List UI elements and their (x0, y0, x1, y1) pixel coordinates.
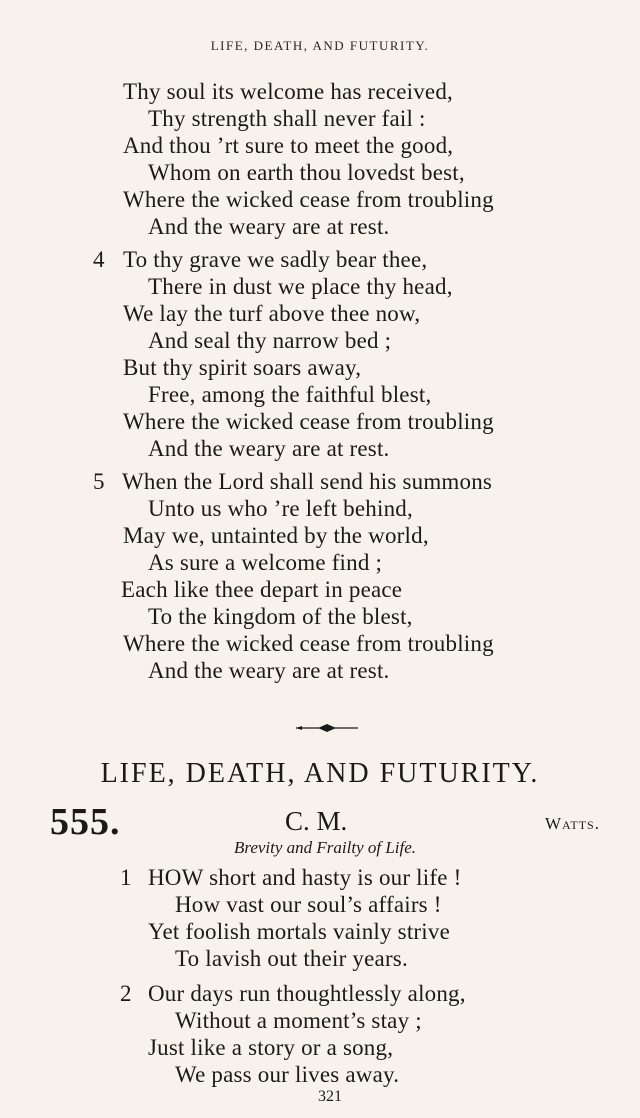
verse-line: Yet foolish mortals vainly strive (148, 919, 450, 944)
verse-line: HOW short and hasty is our life ! (148, 865, 462, 890)
verse-line: We lay the turf above thee now, (123, 301, 421, 326)
verse-line: Unto us who ’re left behind, (148, 496, 413, 521)
verse-line: As sure a welcome find ; (148, 550, 383, 575)
stanza-number: 2 (120, 981, 132, 1006)
verse-line: How vast our soul’s affairs ! (175, 892, 442, 917)
verse-line: Thy strength shall never fail : (148, 106, 426, 131)
verse-line: And thou ’rt sure to meet the good, (123, 133, 454, 158)
stanza-number: 4 (93, 247, 105, 272)
verse-line: To thy grave we sadly bear thee, (123, 247, 428, 272)
hymn-meter: C. M. (285, 806, 348, 836)
stanza-number: 5 (93, 469, 105, 494)
section-title: LIFE, DEATH, AND FUTURITY. (100, 758, 540, 789)
verse-line: When the Lord shall send his summons (122, 469, 493, 494)
verse-line: Our days run thoughtlessly along, (148, 981, 466, 1006)
verse-line: To the kingdom of the blest, (148, 604, 413, 629)
verse-line: May we, untainted by the world, (123, 523, 429, 548)
verse-line: And the weary are at rest. (148, 214, 390, 239)
running-header: LIFE, DEATH, AND FUTURITY. (210, 38, 430, 53)
stanza-number: 1 (120, 865, 132, 890)
verse-line: There in dust we place thy head, (148, 274, 453, 299)
verse-line: But thy spirit soars away, (123, 355, 362, 380)
verse-line: Thy soul its welcome has received, (123, 79, 453, 104)
ornament-divider (296, 722, 358, 734)
verse-line: And the weary are at rest. (148, 658, 390, 683)
verse-line: Whom on earth thou lovedst best, (148, 160, 465, 185)
verse-line: Where the wicked cease from troubling (123, 187, 494, 212)
verse-line: We pass our lives away. (175, 1062, 400, 1087)
verse-line: Each like thee depart in peace (121, 577, 403, 602)
verse-line: Where the wicked cease from troubling (123, 631, 494, 656)
verse-line: Where the wicked cease from troubling (123, 409, 494, 434)
verse-line: Without a moment’s stay ; (175, 1008, 422, 1033)
verse-line: Just like a story or a song, (148, 1035, 394, 1060)
page-number: 321 (318, 1088, 342, 1105)
verse-line: And the weary are at rest. (148, 436, 390, 461)
verse-line: To lavish out their years. (175, 946, 408, 971)
verse-line: And seal thy narrow bed ; (148, 328, 392, 353)
hymn-author: Watts. (545, 814, 600, 833)
hymn-subtitle: Brevity and Frailty of Life. (233, 838, 417, 857)
verse-line: Free, among the faithful blest, (148, 382, 432, 407)
hymn-number: 555. (50, 801, 121, 843)
